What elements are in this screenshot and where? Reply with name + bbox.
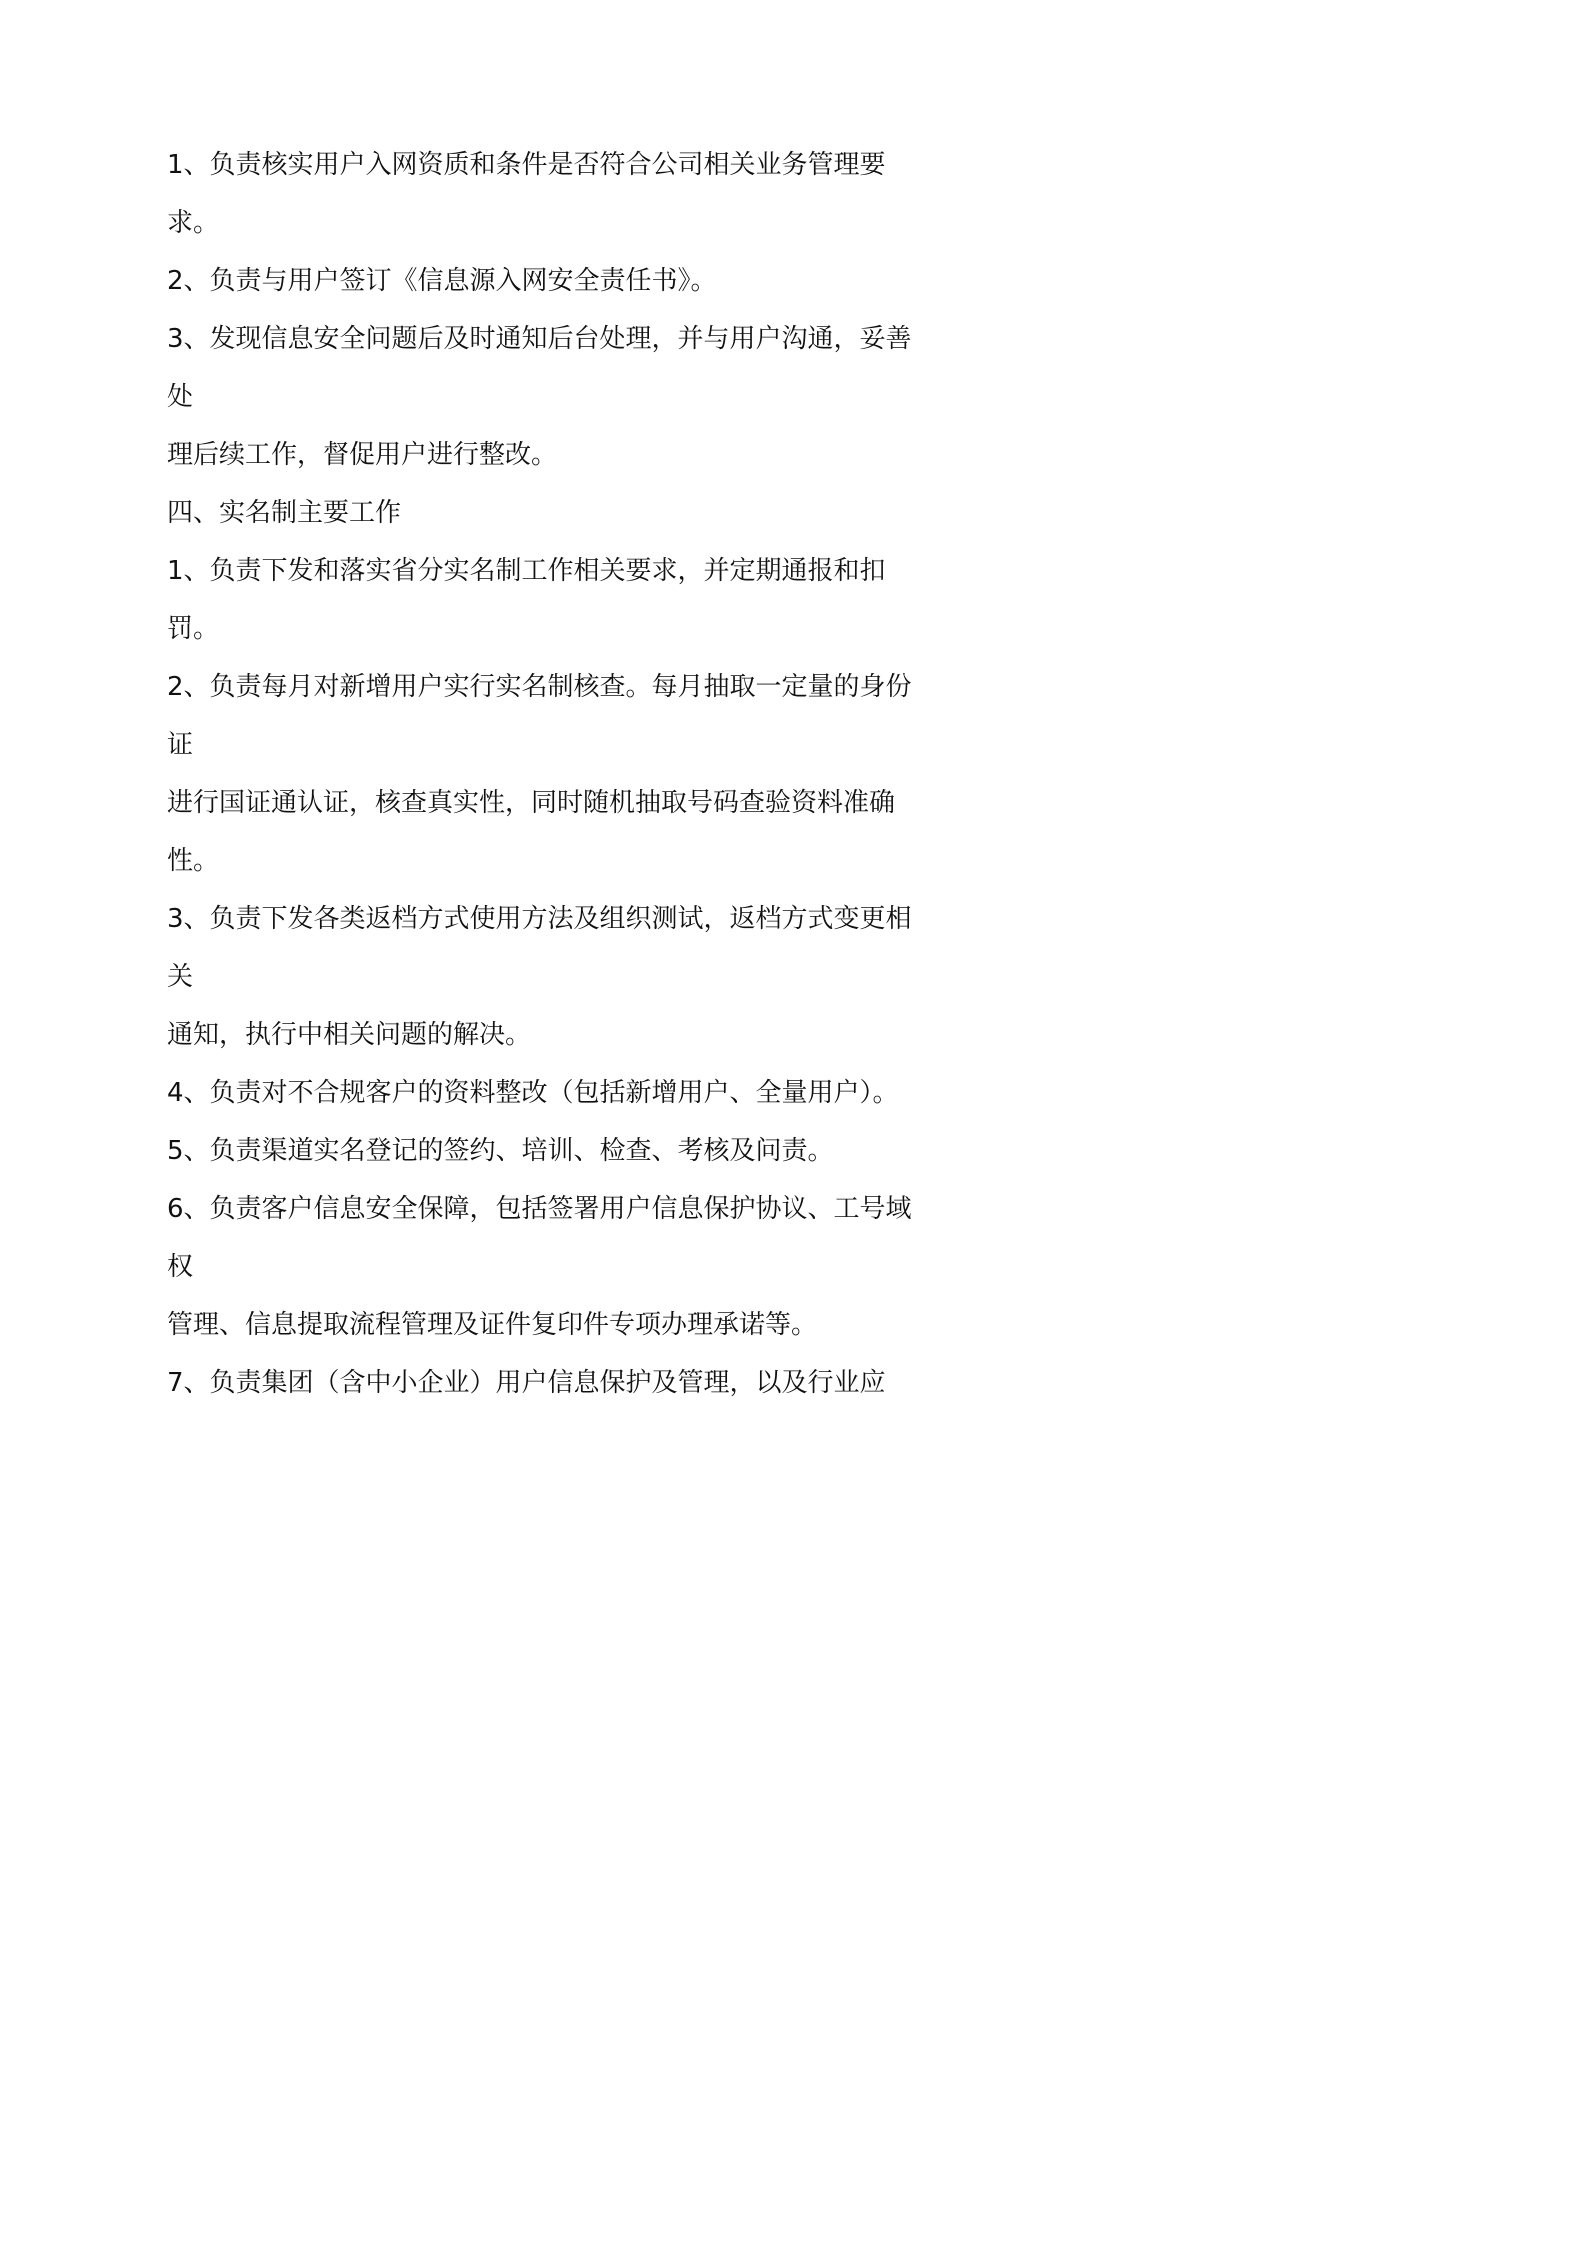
- text-line: 5、负责渠道实名登记的签约、培训、检查、考核及问责。: [167, 1136, 834, 1166]
- text-line: 1、负责核实用户入网资质和条件是否符合公司相关业务管理要: [167, 150, 886, 180]
- text-line: 6、负责客户信息安全保障，包括签署用户信息保护协议、工号域: [167, 1194, 912, 1224]
- text-line: 3、发现信息安全问题后及时通知后台处理，并与用户沟通，妥善: [167, 324, 912, 354]
- text-line: 罚。: [167, 614, 220, 644]
- document-body: [167, 142, 947, 1418]
- section-heading: 四、实名制主要工作: [167, 498, 402, 528]
- text-line: 进行国证通认证，核查真实性，同时随机抽取号码查验资料准确: [167, 788, 896, 818]
- text-line: 求。: [167, 208, 220, 238]
- text-line: 4、负责对不合规客户的资料整改（包括新增用户、全量用户）。: [167, 1078, 899, 1108]
- text-line: 3、负责下发各类返档方式使用方法及组织测试，返档方式变更相: [167, 904, 912, 934]
- text-line: 权: [167, 1252, 194, 1282]
- text-line: 性。: [167, 846, 220, 876]
- text-line: 理后续工作，督促用户进行整改。: [167, 440, 558, 470]
- text-line: 证: [167, 730, 194, 760]
- text-line: 1、负责下发和落实省分实名制工作相关要求，并定期通报和扣: [167, 556, 886, 586]
- text-line: 处: [167, 382, 194, 412]
- text-line: 关: [167, 962, 194, 992]
- text-line: 2、负责与用户签订《信息源入网安全责任书》。: [167, 266, 717, 296]
- text-line: 2、负责每月对新增用户实行实名制核查。每月抽取一定量的身份: [167, 672, 912, 702]
- text-line: 通知，执行中相关问题的解决。: [167, 1020, 532, 1050]
- text-line: 7、负责集团（含中小企业）用户信息保护及管理，以及行业应: [167, 1368, 886, 1398]
- document-page: [0, 0, 1100, 1556]
- text-line: 管理、信息提取流程管理及证件复印件专项办理承诺等。: [167, 1310, 818, 1340]
